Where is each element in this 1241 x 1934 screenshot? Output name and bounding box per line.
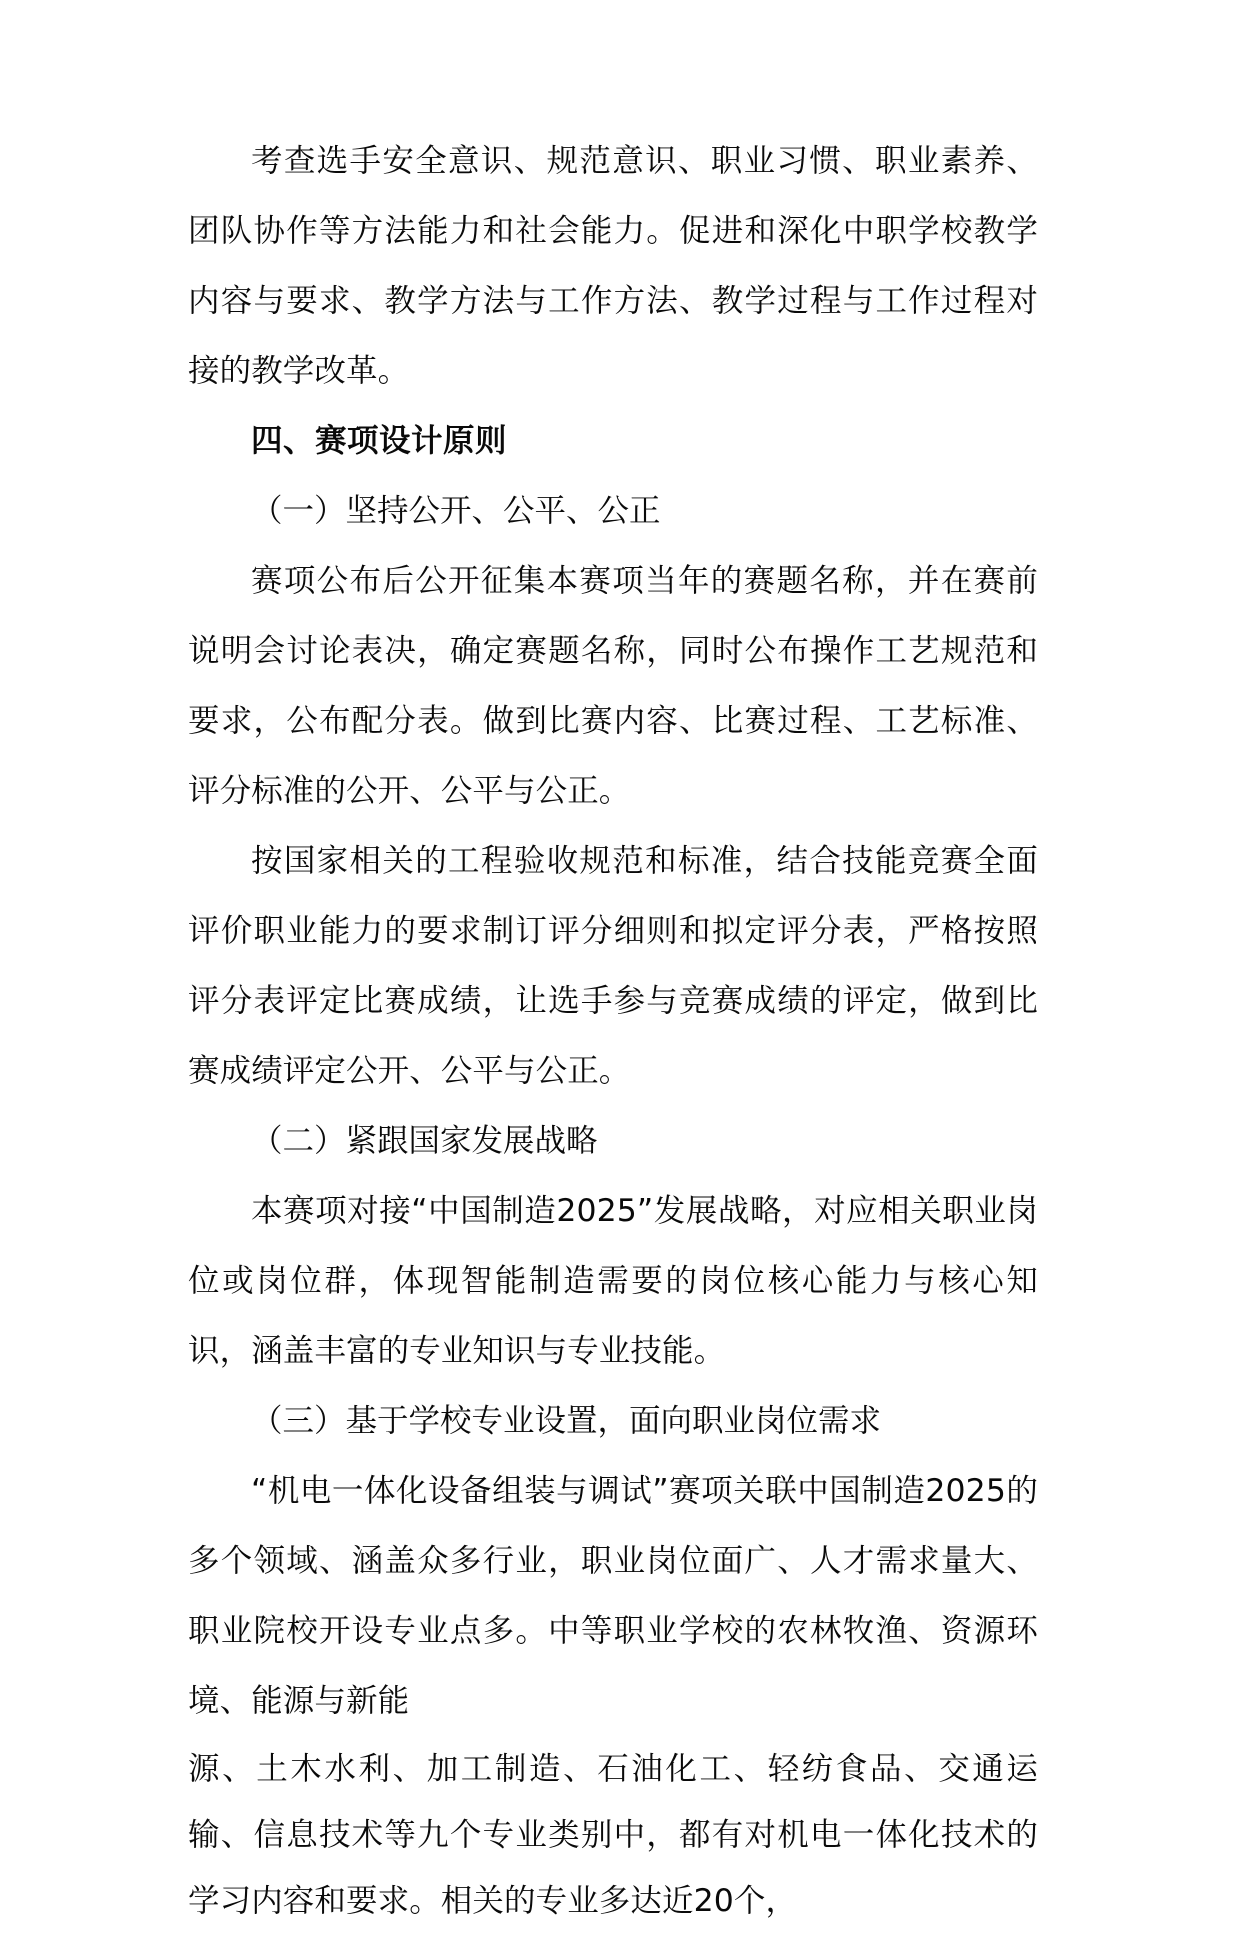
subsection-two-paragraph-1: 本赛项对接“中国制造2025”发展战略，对应相关职业岗位或岗位群，体现智能制造需要的岗位核心能力与核心知识，涵盖丰富的专业知识与专业技能。 [188, 1193, 1038, 1369]
subsection-three-paragraph-1: “机电一体化设备组装与调试”赛项关联中国制造2025的多个领域、涵盖众多行业，职业岗位面广、人才需求量大、职业院校开设专业点多。中等职业学校的农林牧渔、资源环境、能源与新能 [188, 1473, 1038, 1719]
subsection-three-paragraph-2: 源、土木水利、加工制造、石油化工、轻纺食品、交通运输、信息技术等九个专业类别中，都有对机电一体化技术的学习内容和要求。相关的专业多达近20个， [188, 1751, 1038, 1919]
intro-paragraph: 考查选手安全意识、规范意识、职业习惯、职业素养、团队协作等方法能力和社会能力。促进和深化中职学校教学内容与要求、教学方法与工作方法、教学过程与工作过程对接的教学改革。 [188, 143, 1038, 389]
subsection-one-paragraph-2: 按国家相关的工程验收规范和标准，结合技能竞赛全面评价职业能力的要求制订评分细则和拟定评分表，严格按照评分表评定比赛成绩，让选手参与竞赛成绩的评定，做到比赛成绩评定公开、公平与公正。 [188, 843, 1038, 1089]
subsection-one-paragraph-1: 赛项公布后公开征集本赛项当年的赛题名称，并在赛前说明会讨论表决，确定赛题名称，同时公布操作工艺规范和要求，公布配分表。做到比赛内容、比赛过程、工艺标准、评分标准的公开、公平与公正。 [188, 563, 1038, 809]
subsection-heading-one: （一）坚持公开、公平、公正 [251, 493, 661, 529]
subsection-heading-three: （三）基于学校专业设置，面向职业岗位需求 [251, 1403, 882, 1439]
section-heading-four: 四、赛项设计原则 [251, 423, 508, 459]
subsection-heading-two: （二）紧跟国家发展战略 [251, 1123, 598, 1159]
document-text-body [188, 126, 1038, 1934]
